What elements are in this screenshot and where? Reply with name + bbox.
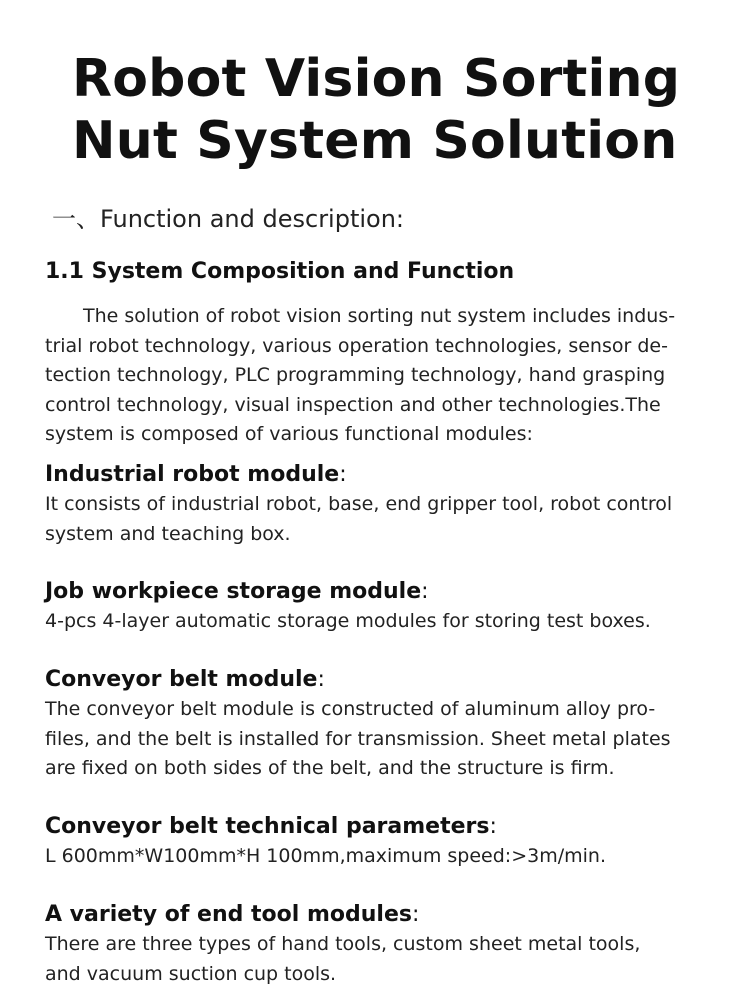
intro-line: The solution of robot vision sorting nut system includes indus- xyxy=(83,305,676,327)
module-title xyxy=(45,665,715,695)
module-title-colon: : xyxy=(339,462,347,487)
module-title xyxy=(45,900,715,930)
module-title xyxy=(45,460,715,490)
module-title-text: Conveyor belt technical parameters xyxy=(45,814,490,839)
intro-line: trial robot technology, various operation technologies, sensor de- xyxy=(45,334,668,357)
module-end-tools xyxy=(45,900,715,989)
module-conveyor-belt xyxy=(45,665,715,784)
module-body-line: are fixed on both sides of the belt, and the structure is firm. xyxy=(45,757,615,779)
module-body-line: There are three types of hand tools, custom sheet metal tools, xyxy=(45,933,641,955)
title-line-2: Nut System Solution xyxy=(72,111,678,171)
module-body xyxy=(45,695,715,784)
section-heading: 一、Function and description: xyxy=(52,205,405,233)
module-workpiece-storage xyxy=(45,577,715,637)
module-title xyxy=(45,577,715,607)
module-body xyxy=(45,930,715,989)
module-body-line: 4-pcs 4-layer automatic storage modules for storing test boxes. xyxy=(45,610,651,632)
module-title-text: Conveyor belt module xyxy=(45,667,318,692)
module-body xyxy=(45,607,715,637)
module-body-line: and vacuum suction cup tools. xyxy=(45,962,337,985)
module-title-colon: : xyxy=(421,579,429,604)
intro-paragraph xyxy=(45,302,705,450)
module-body xyxy=(45,490,715,549)
module-title-text: Industrial robot module xyxy=(45,462,340,487)
module-body-line: L 600mm*W100mm*H 100mm,maximum speed:>3m/min. xyxy=(45,845,606,867)
title-line-1: Robot Vision Sorting xyxy=(72,49,681,109)
module-title-text: A variety of end tool modules xyxy=(45,902,412,927)
module-title-text: Job workpiece storage module xyxy=(45,579,422,604)
module-title-colon: : xyxy=(412,902,420,927)
module-body-line: The conveyor belt module is constructed of aluminum alloy pro- xyxy=(45,698,656,720)
intro-line: control technology, visual inspection and other technologies.The xyxy=(45,393,661,416)
module-body-line: system and teaching box. xyxy=(45,522,291,545)
page-title xyxy=(72,48,712,172)
module-title-colon: : xyxy=(489,814,497,839)
module-body-line: files, and the belt is installed for transmission. Sheet metal plates xyxy=(45,727,671,750)
intro-line: tection technology, PLC programming technology, hand grasping xyxy=(45,364,666,386)
subsection-heading: 1.1 System Composition and Function xyxy=(45,259,515,284)
module-conveyor-parameters xyxy=(45,812,715,872)
module-body xyxy=(45,842,715,872)
module-title-colon: : xyxy=(317,667,325,692)
module-title xyxy=(45,812,715,842)
intro-line: system is composed of various functional modules: xyxy=(45,423,533,445)
module-body-line: It consists of industrial robot, base, end gripper tool, robot control xyxy=(45,493,673,515)
module-industrial-robot xyxy=(45,460,715,549)
